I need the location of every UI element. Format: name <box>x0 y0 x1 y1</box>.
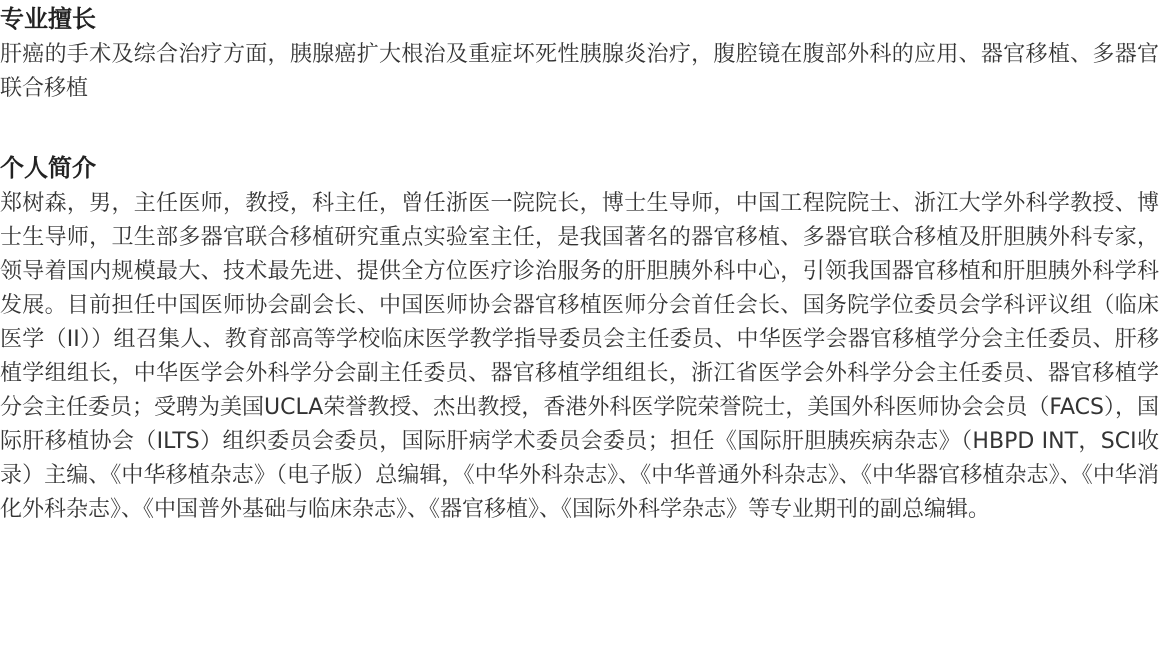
profile-title: 个人简介 <box>0 154 96 182</box>
profile-text: 郑树森，男，主任医师，教授，科主任，曾任浙医一院院长，博士生导师，中国工程院院士、浙江大学外科学教授、博士生导师，卫生部多器官联合移植研究重点实验室主任，是我国著名的器官移植、多器官联合移植及肝胆胰外科专家，领导着国内规模最大、技术最先进、提供全方位医疗诊治服务的肝胆胰外科中心，引领我国器官移植和肝胆胰外科学科发展。目前担任中国医师协会副会长、中国医师协会器官移植医师分会首任会长、国务院学位委员会学科评议组（临床医学（II））组召集人、教育部高等学校临床医学教学指导委员会主任委员、中华医学会器官移植学分会主任委员、肝移植学组组长，中华医学会外科学分会副主任委员、器官移植学组组长，浙江省医学会外科学分会主任委员、器官移植学分会主任委员；受聘为美国UCLA荣誉教授、杰出教授，香港外科医学院荣誉院士，美国外科医师协会会员（FACS），国际肝移植协会（ILTS）组织委员会委员，国际肝病学术委员会委员；担任《国际肝胆胰疾病杂志》（HBPD INT，SCI收录）主编、《中华移植杂志》（电子版）总编辑，《中华外科杂志》、《中华普通外科杂志》、《中华器官移植杂志》、《中华消化外科杂志》、《中国普外基础与临床杂志》、《器官移植》、《国际外科学杂志》等专业期刊的副总编辑。 <box>0 191 1159 522</box>
profile-section <box>0 149 1159 527</box>
expertise-section <box>0 0 1159 106</box>
expertise-title: 专业擅长 <box>0 5 96 33</box>
expertise-text: 肝癌的手术及综合治疗方面，胰腺癌扩大根治及重症坏死性胰腺炎治疗，腹腔镜在腹部外科的应用、器官移植、多器官联合移植 <box>0 42 1159 101</box>
